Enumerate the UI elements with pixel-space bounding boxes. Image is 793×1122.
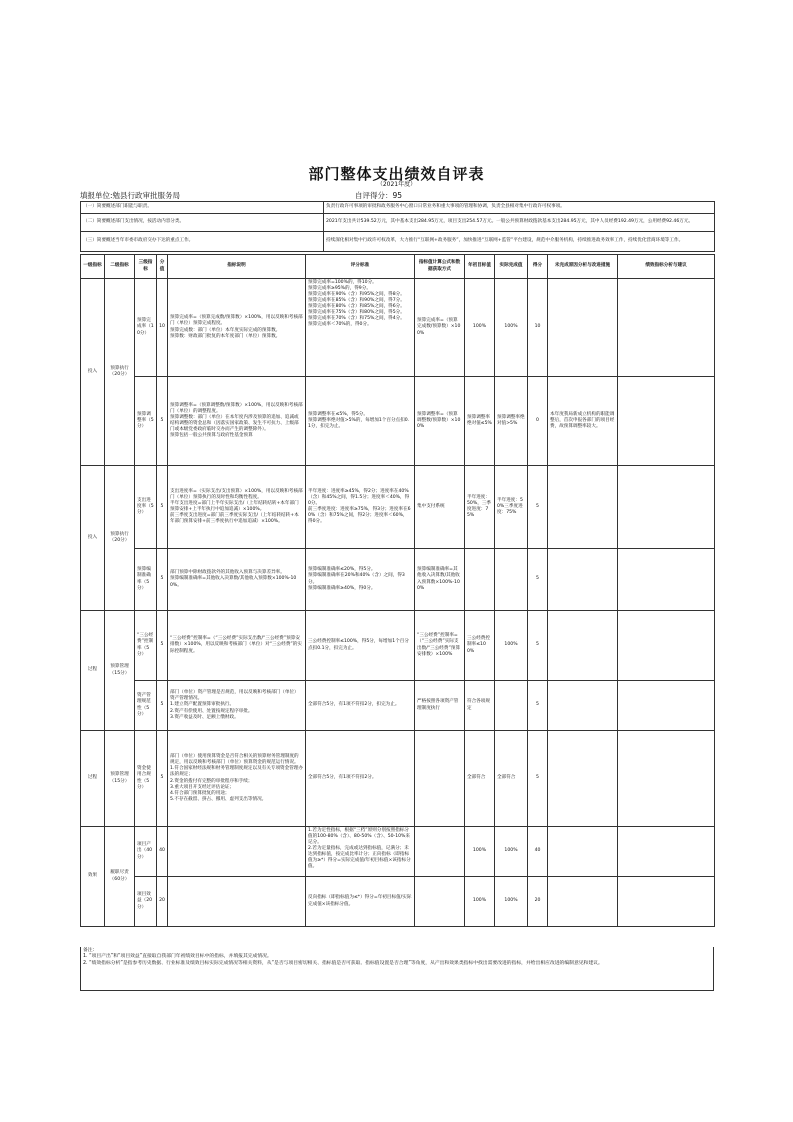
target-cell: 100%	[465, 827, 495, 877]
target-cell	[465, 549, 495, 611]
reason-cell	[548, 877, 618, 927]
score-cell: 40	[528, 827, 548, 877]
advice-cell	[618, 877, 715, 927]
header-cell: 指标说明	[168, 255, 306, 279]
actual-cell	[495, 549, 528, 611]
advice-cell	[618, 611, 715, 681]
actual-cell	[495, 681, 528, 731]
level1-cell: 过程	[81, 611, 105, 731]
header-cell: 绩效指标分析与建议	[618, 255, 715, 279]
standard-cell: 全部符合5分，有1项不符扣2分，扣完为止。	[306, 681, 415, 731]
formula-cell: 预算调整率=（预算调整数/预算数）×100%	[415, 377, 465, 466]
header-cell: 三级指标	[135, 255, 157, 279]
standard-cell: 三公经费控制率≤100%，得5分，每增加1个百分点扣0.1分，扣完为止。	[306, 611, 415, 681]
target-cell: 100%	[465, 279, 495, 377]
level3-cell: 预算编制准确率（5分）	[135, 549, 157, 611]
standard-cell: 全部符合5分，有1项不符扣2分。	[306, 731, 415, 827]
table-row	[81, 377, 715, 466]
formula-cell: “三公经费”控制率=（“三公经费”实际支出数/“三公经费”预算安排数）×100%	[415, 611, 465, 681]
level2-cell: 预算执行（20分）	[105, 279, 135, 466]
self-score: 自评得分：95	[355, 191, 403, 200]
advice-cell	[618, 827, 715, 877]
score-cell: 5	[528, 466, 548, 549]
header-cell: 实际完成值	[495, 255, 528, 279]
table-row	[81, 731, 715, 827]
description-cell: “三公经费”控制率=（“三公经费”实际支出数/“三公经费”预算安排数）×100%，用以反映和考核部门（单位）对“三公经费”的实际控制程度。	[168, 611, 306, 681]
header-cell: 指标值计算公式和数据获取方式	[415, 255, 465, 279]
points-cell: 40	[157, 827, 168, 877]
score-cell: 5	[528, 681, 548, 731]
level2-cell: 预算管理（15分）	[105, 731, 135, 827]
table-row	[81, 279, 715, 377]
performance-table	[80, 254, 715, 927]
formula-cell: 集中支付系统	[415, 466, 465, 549]
level3-cell: 支出进度率（5分）	[135, 466, 157, 549]
actual-cell: 预算调整率绝对值>5%	[495, 377, 528, 466]
header-cell: 得分	[528, 255, 548, 279]
level2-cell: 预算管理（15分）	[105, 611, 135, 731]
standard-cell: 半年进度：进度率≥45%，得2分；进度率在40%（含）和45%之间，得1.5分；进度率＜40%，得0分。 前三季度进度：进度率≥75%，得3分；进度率在60%（含）和75%之间，得2分；进度率＜60%，得0分。	[306, 466, 415, 549]
advice-cell	[618, 549, 715, 611]
table-row	[81, 877, 715, 927]
table-row	[81, 466, 715, 549]
reason-cell	[548, 681, 618, 731]
level1-cell: 效果	[81, 827, 105, 927]
standard-cell: 预算调整率在≤5%，得5分。 预算调整率绝对值>5%的，每增加1个百分点扣0.1分，扣完为止。	[306, 377, 415, 466]
formula-cell: 严格按照各项资产管理制度执行	[415, 681, 465, 731]
advice-cell	[618, 466, 715, 549]
header-cell: 未完成原因分析与改进措施	[548, 255, 618, 279]
table-row	[81, 681, 715, 731]
intro-label: （三）简要概述当年市委市政府交办下达的重点工作。	[81, 232, 324, 252]
points-cell: 5	[157, 731, 168, 827]
standard-cell: 反向指标（即指标值为≤*）得分=年初目标值/实际完成值×该指标分值。	[306, 877, 415, 927]
header-cell: 二级指标	[105, 255, 135, 279]
note-item: 1. “项目产出”和“项目效益”直接取自我部门年初绩效目标中的指标，并填报其完成情况。	[83, 954, 272, 960]
score-cell: 20	[528, 877, 548, 927]
level1-cell: 投入	[81, 466, 105, 611]
reason-cell	[548, 549, 618, 611]
description-cell: 预算调整率=（预算调整数/预算数）×100%，用以反映和考核部门（单位）的调整程度。 预算调整数：部门（单位）在本年度内涉及预算的追加、追减或结构调整的资金总和（因落实国家政策、发生不可抗力、上级部门或本级党委政府临时交办而产生的调整除外）。 预算包括一般公共预算与政府性基金预算	[168, 377, 306, 466]
target-cell: 预算调整率绝对值≤5%	[465, 377, 495, 466]
level1-cell: 过程	[81, 731, 105, 827]
formula-cell	[415, 731, 465, 827]
target-cell: 三公经费控制率≤100%	[465, 611, 495, 681]
actual-cell: 100%	[495, 827, 528, 877]
level3-cell: 预算完成率（10分）	[135, 279, 157, 377]
intro-table	[80, 201, 715, 252]
intro-row	[81, 202, 715, 214]
table-row	[81, 549, 715, 611]
score-cell: 5	[528, 611, 548, 681]
notes-heading: 备注：	[83, 948, 98, 953]
points-cell: 5	[157, 466, 168, 549]
formula-cell: 预算完成率=（预算完成数/预算数）×100%	[415, 279, 465, 377]
header-row	[81, 255, 715, 279]
description-cell: 部门（单位）使用预算资金是否符合相关的预算财务管理制度的规定，用以反映和考核部门（单位）预算资金的规范运行情况。 1.符合国家财经法规和财务管理制度规定以及有关专项资金管理办法的规定； 2.资金的拨付有完整的审批程序和手续； 3.重大项目开支经过评估论证； 4.符合部门预算批复的用途； 5.不存在截留、挤占、挪用、虚列支出等情况。	[168, 731, 306, 827]
description-cell: 部门预算中除财政拨款外的其他收入预算与决算差异率。 预算编制准确率=其他收入决算数/其他收入预算数×100%-100%。	[168, 549, 306, 611]
level3-cell: 预算调整率（5分）	[135, 377, 157, 466]
level3-cell: 资金使用合规性（5分）	[135, 731, 157, 827]
level3-cell: “三公经费”控制率（5分）	[135, 611, 157, 681]
reason-cell: 本年度我局新成立机构的职能调整后，首次申报各部门的项目经费，故预算调整率较大。	[548, 377, 618, 466]
level3-cell: 项目效益（20分）	[135, 877, 157, 927]
score-cell: 5	[528, 731, 548, 827]
header-cell: 分值	[157, 255, 168, 279]
formula-cell	[415, 877, 465, 927]
intro-row	[81, 214, 715, 232]
intro-text: 2021年支出共计539.52万元，其中基本支出284.95万元，项目支出254.57万元。一般公共预算财政拨款基本支出284.95万元，其中人员经费192.49万元，公用经费92.46万元。	[324, 214, 715, 232]
reason-cell	[548, 279, 618, 377]
standard-cell: 1.若为定性指标，根据“三档”原则分别按照指标分值的100-80%（含）、80-50%（含）、50-10%来记分。 2.若为定量指标，完成或达到指标值，记满分；未达到指标值，按完成比率计分；正向指标（即指标值为≥*）得分=实际完成值/年初目标值×该指标分值。	[306, 827, 415, 877]
actual-cell: 100%	[495, 279, 528, 377]
description-cell: 部门（单位）资产管理是否规范，用以反映和考核部门（单位）资产管理情况。 1.建立资产配置预算审批执行。 2.资产有偿使用、处置按规定程序审批。 3.资产收益及时、足额上缴财政。	[168, 681, 306, 731]
advice-cell	[618, 279, 715, 377]
header-cell: 年初目标值	[465, 255, 495, 279]
target-cell: 半年进度：50%，三季度进度：75%	[465, 466, 495, 549]
points-cell: 5	[157, 681, 168, 731]
advice-cell	[618, 681, 715, 731]
description-cell	[168, 827, 306, 877]
intro-text: 负责行政许可事项的审批和政务服务中心窗口日常业务和重大事项的管理和协调，负责全县相对集中行政许可权事项。	[324, 202, 715, 214]
points-cell: 5	[157, 549, 168, 611]
target-cell: 符合各项规定	[465, 681, 495, 731]
reporting-unit: 填报单位:勉县行政审批服务局	[80, 191, 181, 200]
note-item: 2. “绩效指标分析”是指参考历史数据、行业标准及绩效目标实际完成情况等相关资料，从“是否与项目密切相关、指标值是否可获取、指标值设置是否合理”等角度，从产出和效果类指标中找出需要改进的指标，并给出相应改进的编制意见和建议。	[83, 960, 603, 966]
report-year: （2021年度）	[376, 181, 417, 188]
standard-cell: 预算编制准确率≤20%，得5分。 预算编制准确率在20%和40%（含）之间，得3分。 预算编制准确率≥40%，得0分。	[306, 549, 415, 611]
points-cell: 10	[157, 279, 168, 377]
reason-cell	[548, 611, 618, 681]
intro-row	[81, 232, 715, 252]
points-cell: 5	[157, 377, 168, 466]
table-row	[81, 611, 715, 681]
score-cell: 5	[528, 549, 548, 611]
description-cell: 预算完成率=（预算完成数/预算数）×100%，用以反映和考核部门（单位）预算完成程度。 预算完成数：部门（单位）本年度实际完成的预算数。 预算数：财政部门批复的本年度部门（单位）预算数。	[168, 279, 306, 377]
advice-cell	[618, 377, 715, 466]
standard-cell: 预算完成率=100%的，得10分。 预算完成率≥95%的，得9分。 预算完成率在90%（含）和95%之间，得8分。 预算完成率在85%（含）和90%之间，得7分。 预算完成率在80%（含）和85%之间，得6分。 预算完成率在75%（含）和80%之间，得5分。 预算完成率在70%（含）和75%之间，得4分。 预算完成率＜70%的，得0分。	[306, 279, 415, 377]
actual-cell: 100%	[495, 877, 528, 927]
level3-cell: 项目产出（40分）	[135, 827, 157, 877]
points-cell: 5	[157, 611, 168, 681]
score-cell: 0	[528, 377, 548, 466]
actual-cell: 100%	[495, 611, 528, 681]
reason-cell	[548, 466, 618, 549]
actual-cell: 半年进度：50%三季度进度：75%	[495, 466, 528, 549]
advice-cell	[618, 731, 715, 827]
target-cell: 全部符合	[465, 731, 495, 827]
description-cell: 支出进度率=（实际支出/支出预算）×100%，用以反映和考核部门（单位）预算执行的及时性和均衡性程度。 半年支出进度=部门上半年实际支出/（上年结转结转+本年部门预算安排+上半年执行中追加追减）×100%。 前三季度支出进度=部门前三季度实际支出/（上年结转结转+本年部门预算安排+前三季度执行中追加追减）×100%。	[168, 466, 306, 549]
points-cell: 20	[157, 877, 168, 927]
notes	[80, 947, 714, 991]
score-cell: 10	[528, 279, 548, 377]
level2-cell: 预算执行（20分）	[105, 466, 135, 611]
level1-cell: 投入	[81, 279, 105, 466]
intro-label: （一）简要概述部门职能与职责。	[81, 202, 324, 214]
reason-cell	[548, 827, 618, 877]
description-cell	[168, 877, 306, 927]
header-cell: 评分标准	[306, 255, 415, 279]
reason-cell	[548, 731, 618, 827]
actual-cell: 全部符合	[495, 731, 528, 827]
level3-cell: 资产管理规范性（5分）	[135, 681, 157, 731]
header-cell: 一级指标	[81, 255, 105, 279]
intro-text: 持续深化相对集中行政许可权改革，大力推行“互联网+政务服务”，加快推进“互联网+监管”平台建设，规范中介服务机构，持续推进政务效率工作，持续优化营商环境等工作。	[324, 232, 715, 252]
table-row	[81, 827, 715, 877]
formula-cell: 预算编制准确率=其他收入决算数/其他收入预算数×100%-100%	[415, 549, 465, 611]
level2-cell: 履职尽责（60分）	[105, 827, 135, 927]
target-cell: 100%	[465, 877, 495, 927]
intro-label: （二）简要概述部门支出情况，按活动内容分类。	[81, 214, 324, 232]
formula-cell	[415, 827, 465, 877]
page-title: 部门整体支出绩效自评表	[308, 165, 485, 183]
